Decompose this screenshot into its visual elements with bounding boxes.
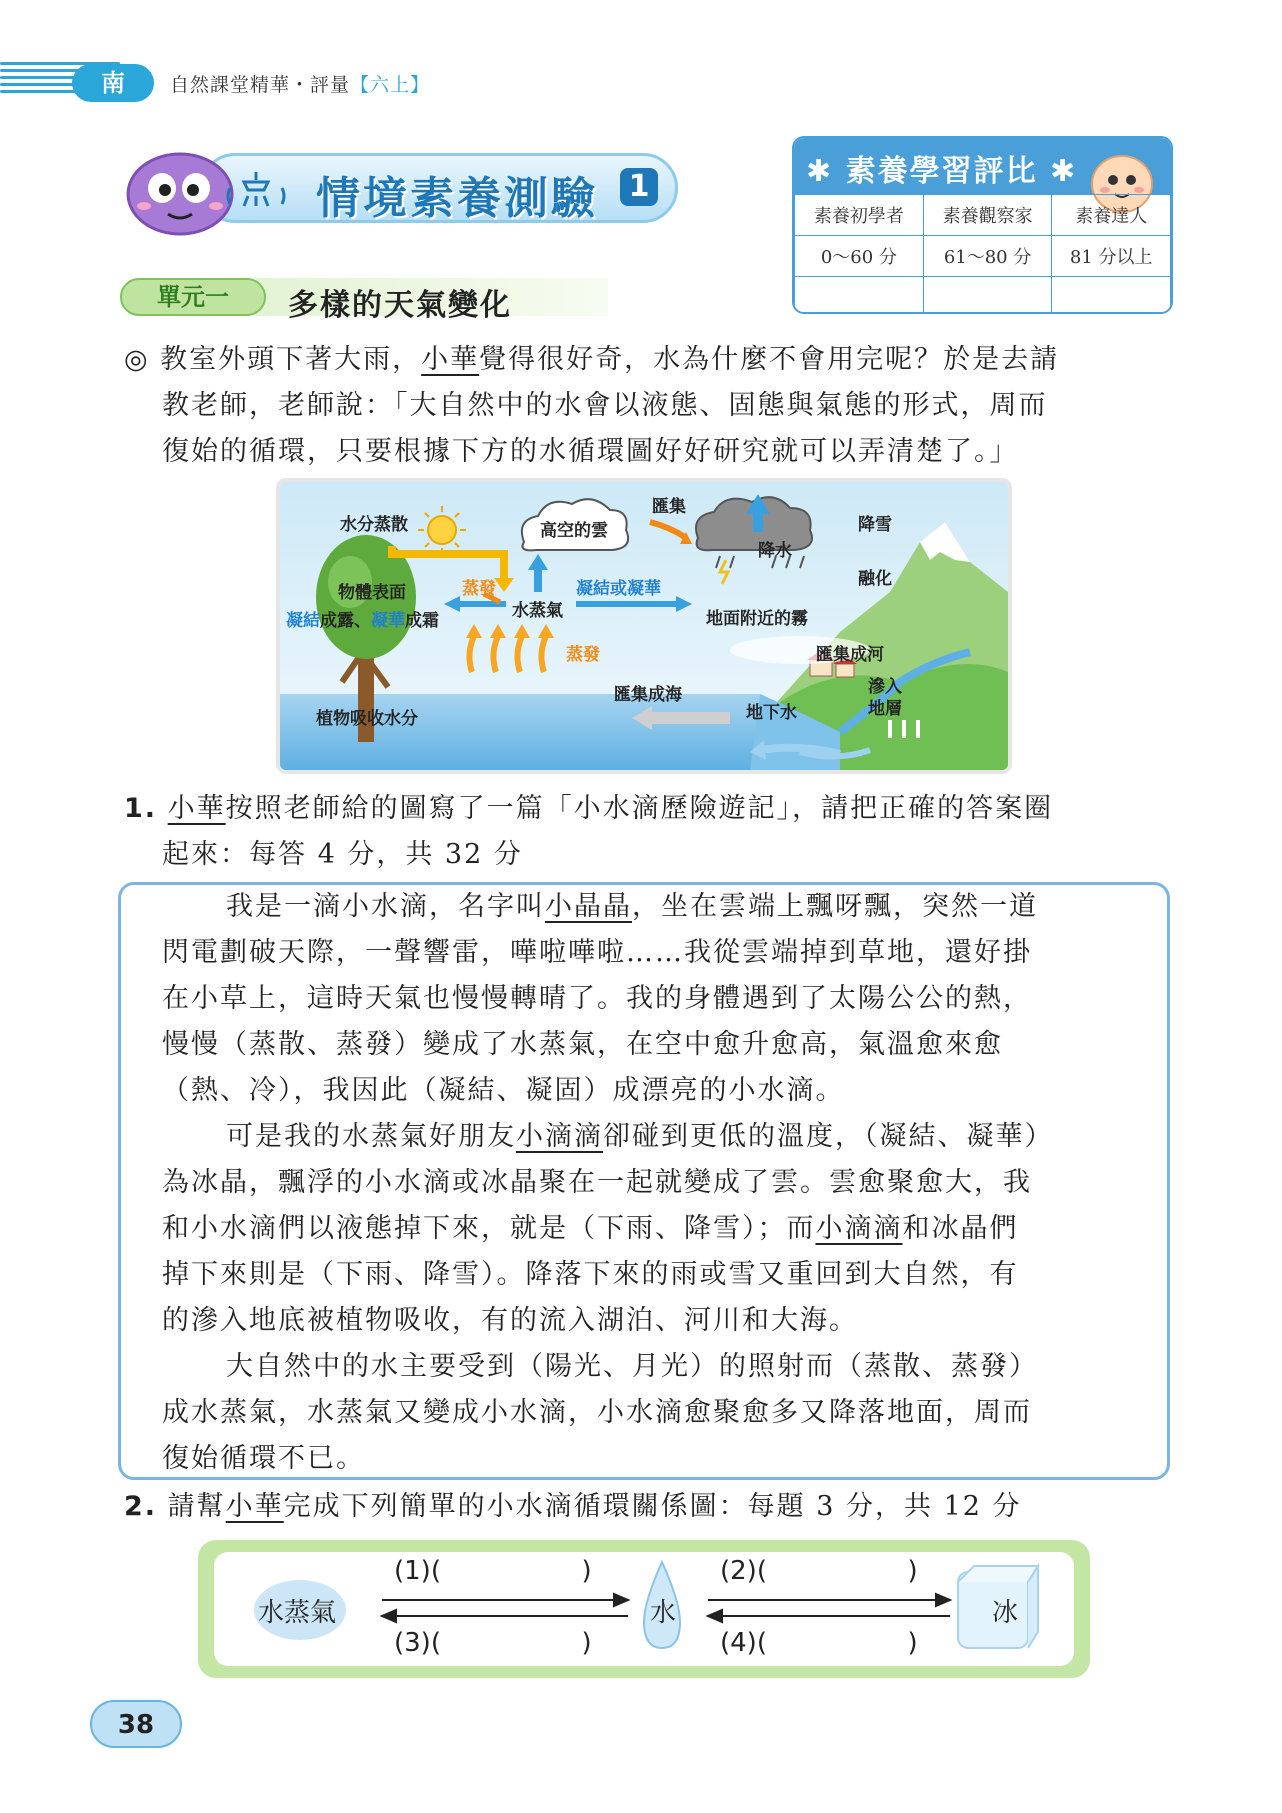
label-object-surface: 物體表面 <box>338 583 406 603</box>
question-2 <box>124 1484 1174 1530</box>
story-text <box>162 884 1152 1482</box>
intro-mark: ◎ <box>124 344 150 375</box>
bracket-close: 】 <box>410 74 431 96</box>
range-cell: 81 分以上 <box>1052 236 1171 277</box>
grade-label: 六上 <box>370 74 411 96</box>
page-title: 情境素養測驗 <box>316 173 598 224</box>
page-number: 38 <box>90 1700 182 1748</box>
story-line[interactable]: 卻碰到更低的溫度，（凝結、凝華） <box>603 1121 1054 1152</box>
question-number: 1. <box>124 793 158 824</box>
label-transpiration: 水分蒸散 <box>340 515 408 535</box>
story-line[interactable]: 和小水滴們以液態掉下來，就是（下雨、降雪）；而 <box>162 1213 816 1244</box>
label-evaporation-sea: 蒸發 <box>566 645 600 665</box>
evaluation-grid <box>794 194 1171 314</box>
publisher-badge: 南 <box>72 64 154 102</box>
story-line[interactable]: 慢慢（蒸散、蒸發）變成了水蒸氣，在空中愈升愈高，氣溫愈來愈 <box>162 1029 1003 1060</box>
story-line[interactable]: （熱、冷），我因此（凝結、凝固）成漂亮的小水滴。 <box>162 1075 845 1106</box>
label-seep: 滲入 <box>868 677 902 697</box>
bracket-open: 【 <box>350 74 371 96</box>
label-condense: 凝結 <box>286 611 320 631</box>
intro-line: 教老師，老師說：「大自然中的水會以液態、固態與氣態的形式，周而 <box>162 390 1048 421</box>
label-groundwater: 地下水 <box>746 703 797 723</box>
level-cell: 素養初學者 <box>795 195 924 236</box>
purple-mascot-icon <box>118 142 242 240</box>
label-deposition: 凝華 <box>371 611 405 631</box>
level-cell: 素養達人 <box>1052 195 1171 236</box>
story-line: 的滲入地底被植物吸收，有的流入湖泊、河川和大海。 <box>162 1305 858 1336</box>
intro-text: 教室外頭下著大雨， <box>160 344 422 375</box>
story-line: 和冰晶們 <box>902 1213 1019 1244</box>
label-collect: 匯集 <box>652 497 686 517</box>
book-name: 自然課堂精華・評量 <box>170 74 351 96</box>
unit-label: 單元一 <box>120 278 266 316</box>
person-name: 小華 <box>421 344 480 375</box>
story-line: 我是一滴小水滴，名字叫 <box>226 891 545 922</box>
evaluation-title: ✱ 素養學習評比 ✱ <box>806 154 1078 189</box>
answer-blank-4[interactable]: (4)( ) <box>720 1628 918 1658</box>
story-line: 閃電劃破天際，一聲響雷，嘩啦嘩啦……我從雲端掉到草地，還好掛 <box>162 937 1032 968</box>
person-name: 小華 <box>225 1491 284 1522</box>
character-name: 小晶晶 <box>545 891 632 922</box>
label-precipitation: 降水 <box>758 541 792 561</box>
intro-text: 覺得很好奇，水為什麼不會用完呢？於是去請 <box>479 344 1060 375</box>
story-line: 復始循環不已。 <box>162 1443 365 1474</box>
evaluation-table <box>792 136 1173 314</box>
story-line: ，坐在雲端上飄呀飄，突然一道 <box>632 891 1038 922</box>
label-water-vapor: 水蒸氣 <box>512 601 563 621</box>
label-dew-frost <box>286 606 439 631</box>
shower-icon <box>226 168 286 210</box>
label-ground-fog: 地面附近的霧 <box>706 609 808 629</box>
cycle-water-vapor: 水蒸氣 <box>258 1598 337 1628</box>
label-form-river: 匯集成河 <box>816 645 884 665</box>
water-cycle-diagram <box>276 478 1012 774</box>
story-line[interactable]: 掉下來則是（下雨、降雪）。降落下來的雨或雪又重回到大自然，有 <box>162 1259 1019 1290</box>
evaluation-header <box>794 138 1171 194</box>
question-text: 請幫 <box>167 1491 226 1522</box>
answer-blank-3[interactable]: (3)( ) <box>394 1628 592 1658</box>
story-line: 為冰晶，飄浮的小水滴或冰晶聚在一起就變成了雲。雲愈聚愈大，我 <box>162 1167 1032 1198</box>
story-line: 在小草上，這時天氣也慢慢轉晴了。我的身體遇到了太陽公公的熱， <box>162 983 1032 1014</box>
label-dew: 成露、 <box>320 611 371 631</box>
question-1 <box>124 786 1174 878</box>
header-book-title <box>170 70 430 97</box>
label-evaporation-top: 蒸發 <box>462 579 496 599</box>
question-number: 2. <box>124 1491 158 1522</box>
label-condense-deposition: 凝結或凝華 <box>576 579 661 599</box>
intro-paragraph <box>124 337 1174 475</box>
label-melt: 融化 <box>858 569 892 589</box>
test-number: 1 <box>620 168 658 206</box>
cycle-ice: 冰 <box>992 1598 1019 1628</box>
question-text: 按照老師給的圖寫了一篇「小水滴歷險遊記」，請把正確的答案圈 <box>225 793 1054 824</box>
person-name: 小華 <box>167 793 226 824</box>
character-name: 小滴滴 <box>815 1213 903 1244</box>
check-cell[interactable] <box>1052 277 1171 315</box>
answer-blank-1[interactable]: (1)( ) <box>394 1556 592 1586</box>
story-line: 可是我的水蒸氣好朋友 <box>226 1121 516 1152</box>
label-form-sea: 匯集成海 <box>614 685 682 705</box>
story-line[interactable]: 大自然中的水主要受到（陽光、月光）的照射而（蒸散、蒸發） <box>226 1351 1038 1382</box>
range-cell: 0～60 分 <box>795 236 924 277</box>
answer-blank-2[interactable]: (2)( ) <box>720 1556 918 1586</box>
label-frost: 成霜 <box>405 611 439 631</box>
label-high-cloud: 高空的雲 <box>540 521 608 541</box>
label-stratum: 地層 <box>868 699 902 719</box>
label-plant-absorb: 植物吸收水分 <box>316 709 418 729</box>
level-cell: 素養觀察家 <box>923 195 1052 236</box>
intro-line: 復始的循環，只要根據下方的水循環圖好好研究就可以弄清楚了。」 <box>162 436 1019 467</box>
story-line: 成水蒸氣，水蒸氣又變成小水滴，小水滴愈聚愈多又降落地面，周而 <box>162 1397 1032 1428</box>
range-cell: 61～80 分 <box>923 236 1052 277</box>
cycle-arrows-illustration <box>214 1552 1074 1666</box>
cycle-water: 水 <box>650 1598 677 1628</box>
character-name: 小滴滴 <box>516 1121 603 1152</box>
unit-title: 多樣的天氣變化 <box>288 288 512 323</box>
question-text: 完成下列簡單的小水滴循環關係圖：每題 3 分，共 12 分 <box>283 1491 1022 1522</box>
check-cell[interactable] <box>795 277 924 315</box>
label-snow: 降雪 <box>858 515 892 535</box>
check-cell[interactable] <box>923 277 1052 315</box>
question-score: 起來：每答 4 分，共 32 分 <box>162 839 523 870</box>
